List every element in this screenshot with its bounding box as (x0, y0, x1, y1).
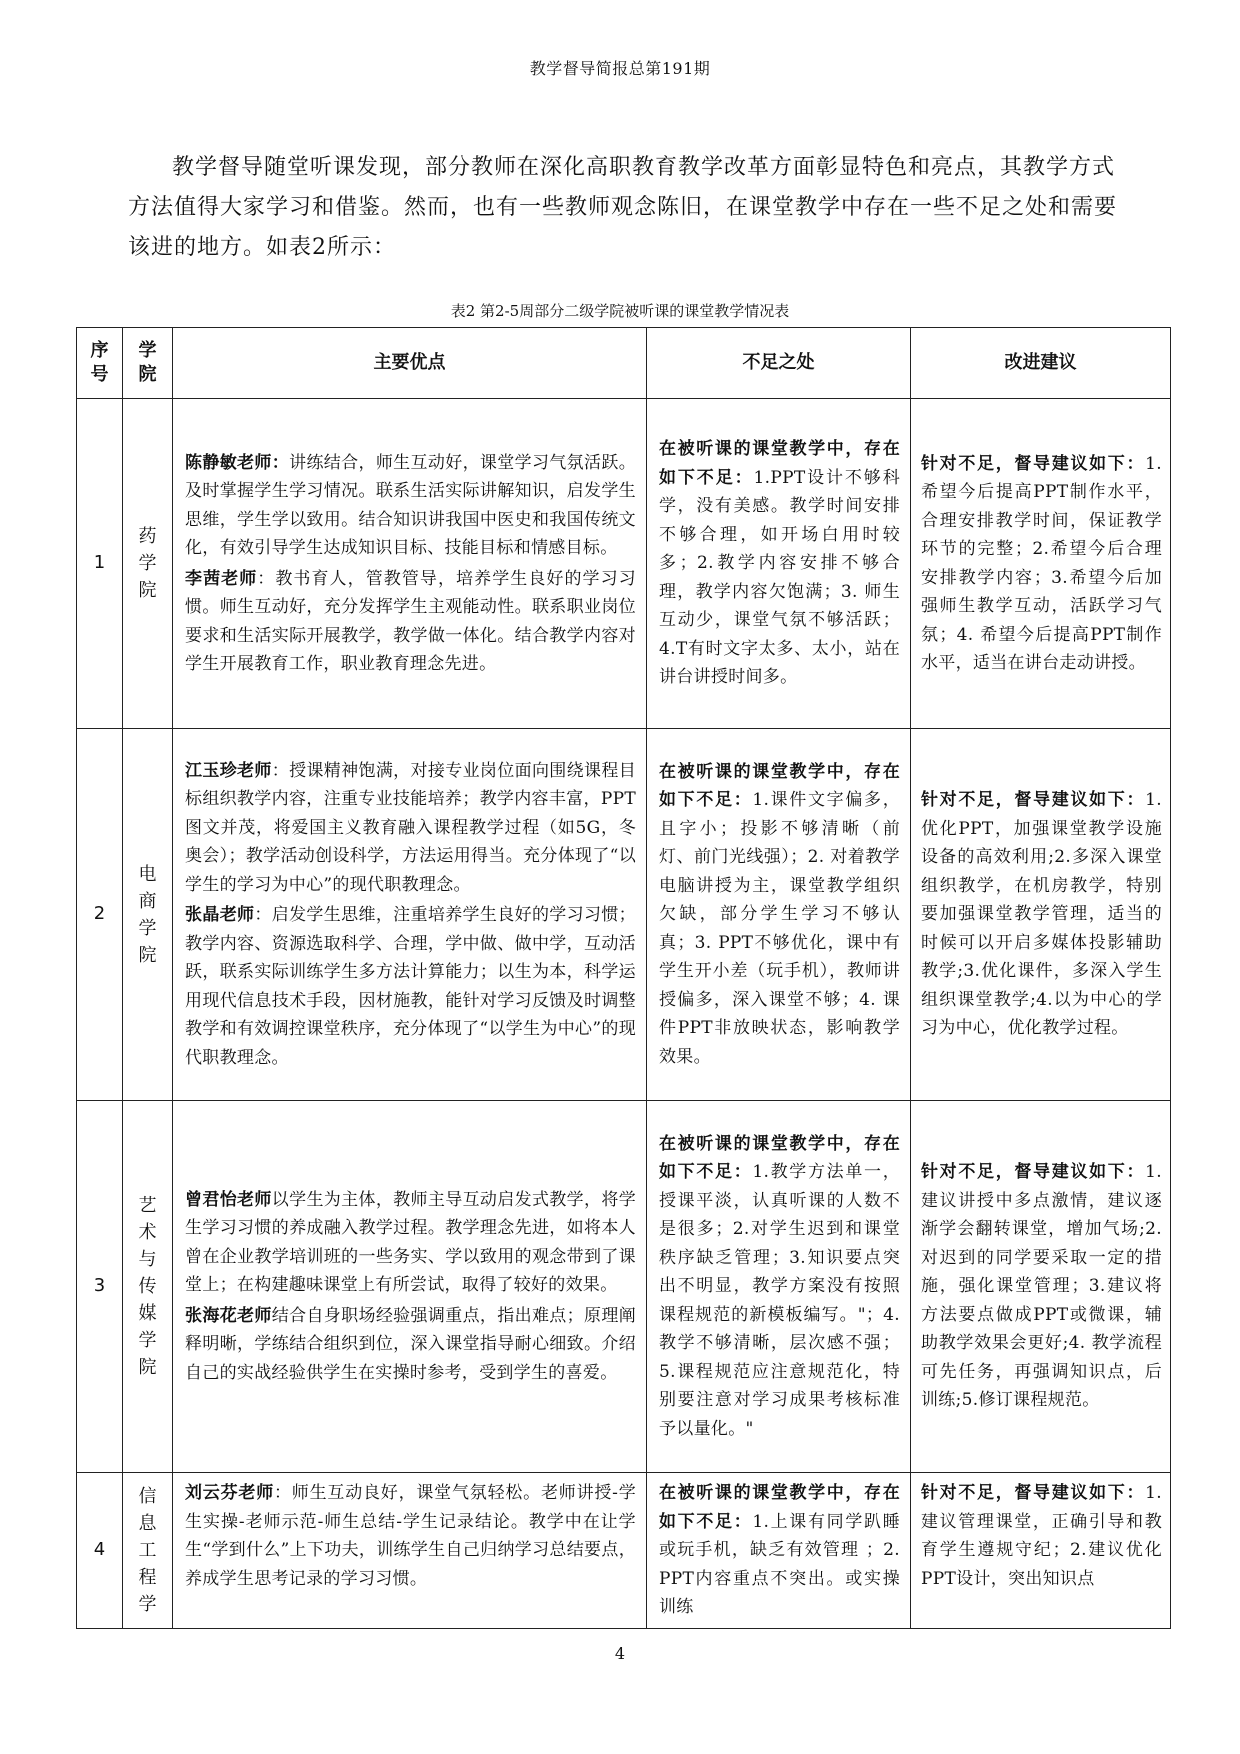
merit-entry (185, 449, 636, 563)
shortcomings-text: 1.课件文字偏多，且字小；投影不够清晰（前灯、前门光线强）；2. 对着教学电脑讲授为主，课堂教学组织欠缺，部分学生学习不够认真；3. PPT不够优化，课中有学生开小差（玩手机），教师讲授偏多，深入课堂不够；4. 课件PPT非放映状态，影响教学效果。 (659, 790, 901, 1067)
college-name: 信息工程学 (123, 1473, 173, 1629)
merits-cell (173, 729, 647, 1101)
merit-entry (185, 757, 636, 900)
shortcomings-cell (647, 1101, 911, 1473)
suggestions-cell (911, 1473, 1171, 1629)
suggestions-cell (911, 729, 1171, 1101)
teacher-name: 张海花老师 (185, 1305, 272, 1326)
merit-entry (185, 1479, 636, 1593)
page-number: 4 (614, 1644, 626, 1663)
merit-text: ：启发学生思维，注重培养学生良好的学习习惯；教学内容、资源选取科学、合理，学中做、做中学，互动活跃，联系实际训练学生多方法计算能力；以生为本，科学运用现代信息技术手段，因材施教，能针对学习反馈及时调整教学和有效调控课堂秩序，充分体现了“以学生为中心”的现代职教理念。 (185, 905, 636, 1068)
merit-text: 讲练结合，师生互动好，课堂学习气氛活跃。及时掌握学生学习情况。联系生活实际讲解知识，启发学生思维，学生学以致用。结合知识讲我国中医史和我国传统文化，有效引导学生达成知识目标、技能目标和情感目标。 (185, 452, 636, 558)
col-header-shortcomings: 不足之处 (647, 328, 911, 399)
college-name: 药学院 (123, 399, 173, 729)
col-header-no: 序号 (77, 328, 123, 399)
teacher-name: 张晶老师 (185, 905, 255, 926)
suggestions-lead: 针对不足，督导建议如下： (921, 1483, 1146, 1503)
shortcomings-cell (647, 399, 911, 729)
evaluation-table (76, 327, 1171, 1629)
suggestions-lead: 针对不足，督导建议如下： (921, 790, 1146, 811)
shortcomings-lead: 在被听课的课堂教学中，存在如下不足： (659, 1133, 900, 1183)
shortcomings-text: 1.PPT设计不够科学，没有美感。教学时间安排不够合理，如开场白用时较多；2.教学内容安排不够合理，教学内容欠饱满；3. 师生互动少，课堂气氛不够活跃；4.T有时文字太多、太小，站在讲台讲授时间多。 (659, 467, 900, 688)
table-header-row (77, 328, 1171, 399)
teacher-name: 曾君怡老师 (185, 1189, 272, 1210)
college-name: 电商学院 (123, 729, 173, 1101)
merit-entry (185, 901, 636, 1072)
merit-entry (185, 1186, 636, 1300)
merit-text: ：教书育人，管教管导，培养学生良好的学习习惯。师生互动好，充分发挥学生主观能动性。联系职业岗位要求和生活实际开展教学，教学做一体化。结合教学内容对学生开展教育工作，职业教育理念先进。 (185, 568, 636, 674)
teacher-name: 刘云芬老师 (185, 1483, 274, 1503)
suggestions-text: 1.希望今后提高PPT制作水平，合理安排教学时间，保证教学环节的完整；2.希望今后合理安排教学内容；3.希望今后加强师生教学互动，活跃学习气氛；4. 希望今后提高PPT制作水平，适当在讲台走动讲授。 (921, 453, 1162, 673)
teacher-name: 李茜老师 (185, 568, 258, 589)
suggestions-lead: 针对不足，督导建议如下： (921, 453, 1146, 474)
merit-entry (185, 565, 636, 679)
suggestions-text: 1.建议讲授中多点激情，建议逐渐学会翻转课堂，增加气场;2.对迟到的同学要采取一定的措施，强化课堂管理；3.建议将方法要点做成PPT或微课，辅助教学效果会更好;4. 教学流程可先任务，再强调知识点，后训练;5.修订课程规范。 (921, 1162, 1162, 1411)
table-row (77, 1101, 1171, 1473)
suggestions-lead: 针对不足，督导建议如下： (921, 1162, 1146, 1183)
row-number: 4 (77, 1473, 123, 1629)
col-header-college: 学院 (123, 328, 173, 399)
teacher-name: 陈静敏老师： (185, 452, 290, 473)
merits-cell (173, 1101, 647, 1473)
shortcomings-text: 1.上课有同学趴睡或玩手机，缺乏有效管理 ；2. PPT内容重点不突出。或实操训练 (659, 1511, 901, 1617)
teacher-name: 江玉珍老师 (185, 760, 272, 781)
col-header-suggestions: 改进建议 (911, 328, 1171, 399)
suggestions-text: 1. 建议管理课堂，正确引导和教育学生遵规守纪；2.建议优化PPT设计，突出知识点 (921, 1483, 1162, 1589)
table-caption: 表2 第2-5周部分二级学院被听课的课堂教学情况表 (450, 302, 790, 320)
table-row (77, 399, 1171, 729)
merits-cell (173, 1473, 647, 1629)
row-number: 3 (77, 1101, 123, 1473)
merit-text: 结合自身职场经验强调重点，指出难点；原理阐释明晰，学练结合组织到位，深入课堂指导耐心细致。介绍自己的实战经验供学生在实操时参考，受到学生的喜爱。 (185, 1305, 636, 1383)
row-number: 1 (77, 399, 123, 729)
shortcomings-text: 1.教学方法单一，授课平淡，认真听课的人数不是很多；2.对学生迟到和课堂秩序缺乏管理；3.知识要点突出不明显，教学方案没有按照课程规范的新模板编写。"；4.教学不够清晰，层次感不强；5.课程规范应注意规范化，特别要注意对学习成果考核标准予以量化。" (659, 1162, 901, 1439)
merit-text: 以学生为主体，教师主导互动启发式教学，将学生学习习惯的养成融入教学过程。教学理念先进，如将本人曾在企业教学培训班的一些务实、学以致用的观念带到了课堂上；在构建趣味课堂上有所尝试，取得了较好的效果。 (185, 1189, 636, 1296)
merit-text: ：授课精神饱满，对接专业岗位面向围绕课程目标组织教学内容，注重专业技能培养；教学内容丰富，PPT图文并茂，将爱国主义教育融入课程教学过程（如5G，冬奥会）；教学活动创设科学，方法运用得当。充分体现了“以学生的学习为中心”的现代职教理念。 (185, 760, 636, 895)
merit-entry (185, 1302, 636, 1388)
suggestions-cell (911, 1101, 1171, 1473)
suggestions-cell (911, 399, 1171, 729)
shortcomings-lead: 在被听课的课堂教学中，存在如下不足： (659, 1483, 900, 1532)
college-name: 艺术与传媒学院 (123, 1101, 173, 1473)
merit-text: ：师生互动良好，课堂气氛轻松。老师讲授-学生实操-老师示范-师生总结-学生记录结论。教学中在让学生“学到什么”上下功夫，训练学生自己归纳学习总结要点，养成学生思考记录的学习习惯。 (185, 1483, 637, 1589)
shortcomings-cell (647, 1473, 911, 1629)
table-row (77, 729, 1171, 1101)
table-row (77, 1473, 1171, 1629)
page-header: 教学督导简报总第191期 (529, 59, 711, 78)
shortcomings-lead: 在被听课的课堂教学中，存在如下不足： (659, 761, 900, 811)
intro-paragraph: 教学督导随堂听课发现，部分教师在深化高职教育教学改革方面彰显特色和亮点，其教学方式方法值得大家学习和借鉴。然而，也有一些教师观念陈旧，在课堂教学中存在一些不足之处和需要该进的地方。如表2所示： (128, 155, 1118, 260)
shortcomings-cell (647, 729, 911, 1101)
merits-cell (173, 399, 647, 729)
row-number: 2 (77, 729, 123, 1101)
col-header-merits: 主要优点 (173, 328, 647, 399)
suggestions-text: 1.优化PPT，加强课堂教学设施设备的高效利用;2.多深入课堂组织教学，在机房教学，特别要加强课堂教学管理，适当的时候可以开启多媒体投影辅助教学;3.优化课件，多深入学生组织课堂教学;4.以为中心的学习为中心，优化教学过程。 (921, 790, 1162, 1039)
shortcomings-lead: 在被听课的课堂教学中，存在如下不足： (659, 439, 900, 488)
